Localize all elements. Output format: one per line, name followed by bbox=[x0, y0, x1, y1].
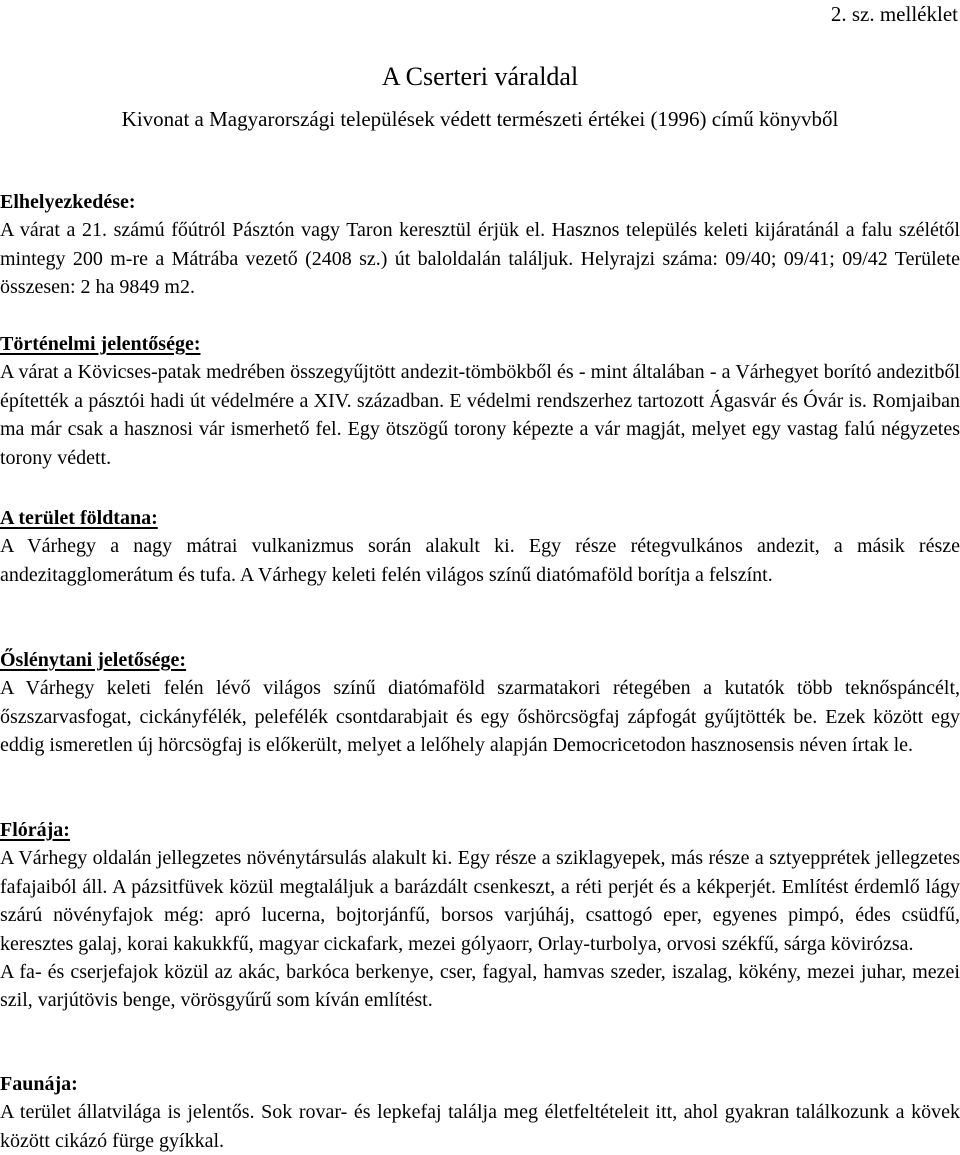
document-title: A Cserteri váraldal bbox=[381, 62, 579, 91]
section-text-fauna: A terület állatvilága is jelentős. Sok rovar- és lepkefaj találja meg életfeltételeit itt, ahol gyakran találkozunk a kövek között cikázó fürge gyíkkal. bbox=[0, 1101, 960, 1152]
section-fauna bbox=[0, 1070, 960, 1155]
section-text-history: A várat a Kövicses-patak medrében összegyűjtött andezit-tömbökből és - mint általában - a Várhegyet borító andezitből építették a pásztói hadi út védelmére a XIV. században. E védelmi rendszerhez tartozott Ágasvár és Óvár is. Romjaiban ma már csak a hasznosi vár ismerhető fel. Egy ötszögű torony képezte a vár magját, melyet egy vastag falú négyzetes torony védett. bbox=[0, 361, 960, 469]
section-location bbox=[0, 188, 960, 302]
section-paleontology bbox=[0, 646, 960, 760]
section-heading-geology: A terület földtana: bbox=[0, 507, 158, 529]
section-text-flora-trees: A fa- és cserjefajok közül az akác, barkóca berkenye, cser, fagyal, hamvas szeder, iszalag, kökény, mezei juhar, mezei szil, varjútövis benge, vörösgyűrű som kíván említést. bbox=[0, 961, 960, 1012]
section-heading-history: Történelmi jelentősége: bbox=[0, 333, 201, 355]
section-heading-fauna: Faunája: bbox=[0, 1073, 78, 1095]
section-heading-location: Elhelyezkedése: bbox=[0, 191, 136, 213]
annex-label: 2. sz. melléklet bbox=[830, 2, 958, 26]
section-geology bbox=[0, 504, 960, 589]
section-heading-flora: Flórája: bbox=[0, 819, 70, 841]
document-subtitle: Kivonat a Magyarországi települések védett természeti értékei (1996) című könyvből bbox=[121, 107, 839, 131]
section-text-flora: A Várhegy oldalán jellegzetes növénytársulás alakult ki. Egy része a sziklagyepek, más része a sztyepprétek jellegzetes fafajaiból áll. A pázsitfüvek közül megtaláljuk a barázdált csenkeszt, a réti perjét és a kékperjét. Említést érdemlő lágy szárú növényfajok még: apró lucerna, bojtorjánfű, borsos varjúháj, csattogó eper, egyenes pimpó, édes csüdfű, keresztes galaj, korai kakukkfű, magyar cickafark, mezei gólyaorr, Orlay-turbolya, orvosi székfű, sárga kövirózsa. bbox=[0, 847, 960, 955]
section-text-location: A várat a 21. számú főútról Pásztón vagy Taron keresztül érjük el. Hasznos település keleti kijáratánál a falu szélétől mintegy 200 m-re a Mátrába vezető (2408 sz.) út baloldalán találjuk. Helyrajzi száma: 09/40; 09/41; 09/42 Területe összesen: 2 ha 9849 m2. bbox=[0, 219, 960, 299]
section-history bbox=[0, 330, 960, 472]
section-text-paleontology: A Várhegy keleti felén lévő világos színű diatómaföld szarmatakori rétegében a kutatók több teknőspáncélt, őszszarvasfogat, cickányfélék, pelefélék csontdarabjait és egy őshörcsögfaj zápfogát gyűjtötték be. Ezek között egy eddig ismeretlen új hörcsögfaj is előkerült, melyet a lelőhely alapján Democricetodon hasznosensis néven írtak le. bbox=[0, 677, 960, 757]
section-flora bbox=[0, 816, 960, 1015]
section-text-geology: A Várhegy a nagy mátrai vulkanizmus során alakult ki. Egy része rétegvulkános andezit, a másik része andezitagglomerátum és tufa. A Várhegy keleti felén világos színű diatómaföld borítja a felszínt. bbox=[0, 535, 960, 586]
section-heading-paleontology: Őslénytani jeletősége: bbox=[0, 649, 187, 671]
